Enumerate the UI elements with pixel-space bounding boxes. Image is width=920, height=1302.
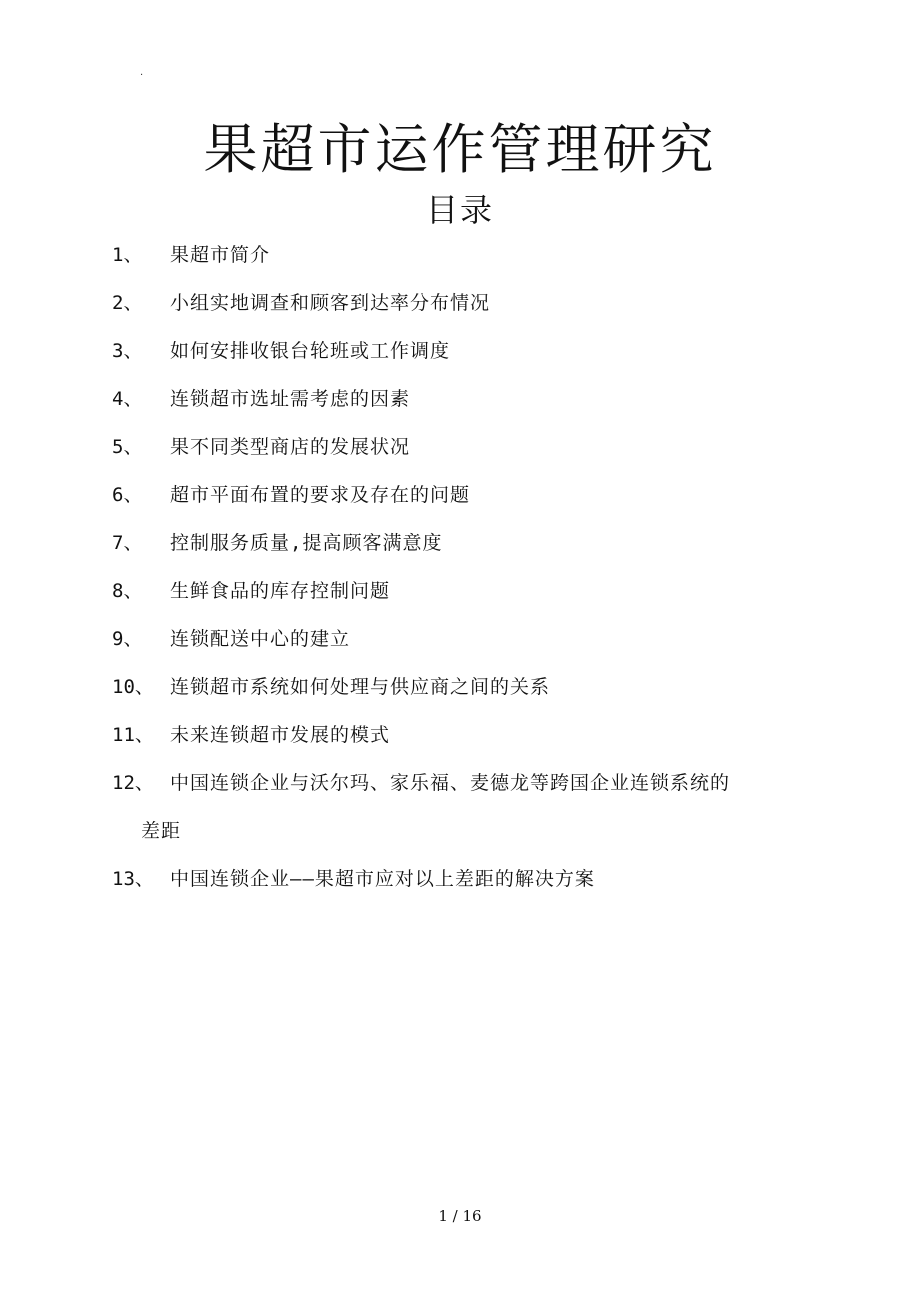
toc-item-text: 连锁超市选址需考虑的因素 [170,388,411,410]
toc-item-5 [112,431,812,463]
toc-item-12 [112,767,812,799]
page-number: 1 / 16 [438,1207,482,1225]
toc-item-13 [112,863,812,895]
toc-item-4 [112,383,812,415]
toc-item-text: 生鲜食品的库存控制问题 [170,580,391,602]
toc-item-number: 9、 [112,628,143,650]
toc-item-12-continuation: 差距 [141,820,182,842]
toc-item-10 [112,671,812,703]
toc-heading: 目录 [425,191,494,229]
toc-item-3 [112,335,812,367]
toc-item-number: 4、 [112,388,143,410]
toc-item-number: 7、 [112,532,143,554]
toc-item-7 [112,527,812,559]
toc-item-11 [112,719,812,751]
toc-item-text: 中国连锁企业与沃尔玛、家乐福、麦德龙等跨国企业连锁系统的 [170,772,731,794]
toc-item-6 [112,479,812,511]
toc-item-text: 连锁超市系统如何处理与供应商之间的关系 [170,676,551,698]
toc-item-text: 果不同类型商店的发展状况 [170,436,411,458]
toc-item-text: 连锁配送中心的建立 [170,628,351,650]
toc-item-1 [112,239,812,271]
toc-item-number: 11、 [112,724,154,746]
toc-item-text: 控制服务质量,提高顾客满意度 [170,532,443,554]
toc-item-text: 果超市简介 [170,244,271,266]
toc-item-8 [112,575,812,607]
toc-item-text: 小组实地调查和顾客到达率分布情况 [170,292,491,314]
toc-item-number: 2、 [112,292,143,314]
toc-item-number: 1、 [112,244,143,266]
toc-item-9 [112,623,812,655]
toc-item-text: 未来连锁超市发展的模式 [170,724,391,746]
toc-item-text: 超市平面布置的要求及存在的问题 [170,484,471,506]
toc-item-2 [112,287,812,319]
toc-item-number: 8、 [112,580,143,602]
toc-item-number: 12、 [112,772,154,794]
toc-item-text: 如何安排收银台轮班或工作调度 [170,340,451,362]
table-of-contents [112,239,812,911]
document-title: 果超市运作管理研究 [203,118,717,181]
toc-item-number: 3、 [112,340,143,362]
corner-mark: . [140,67,144,78]
toc-item-number: 10、 [112,676,154,698]
toc-item-number: 5、 [112,436,143,458]
toc-item-text: 中国连锁企业——果超市应对以上差距的解决方案 [170,868,595,890]
toc-item-number: 6、 [112,484,143,506]
toc-item-number: 13、 [112,868,154,890]
